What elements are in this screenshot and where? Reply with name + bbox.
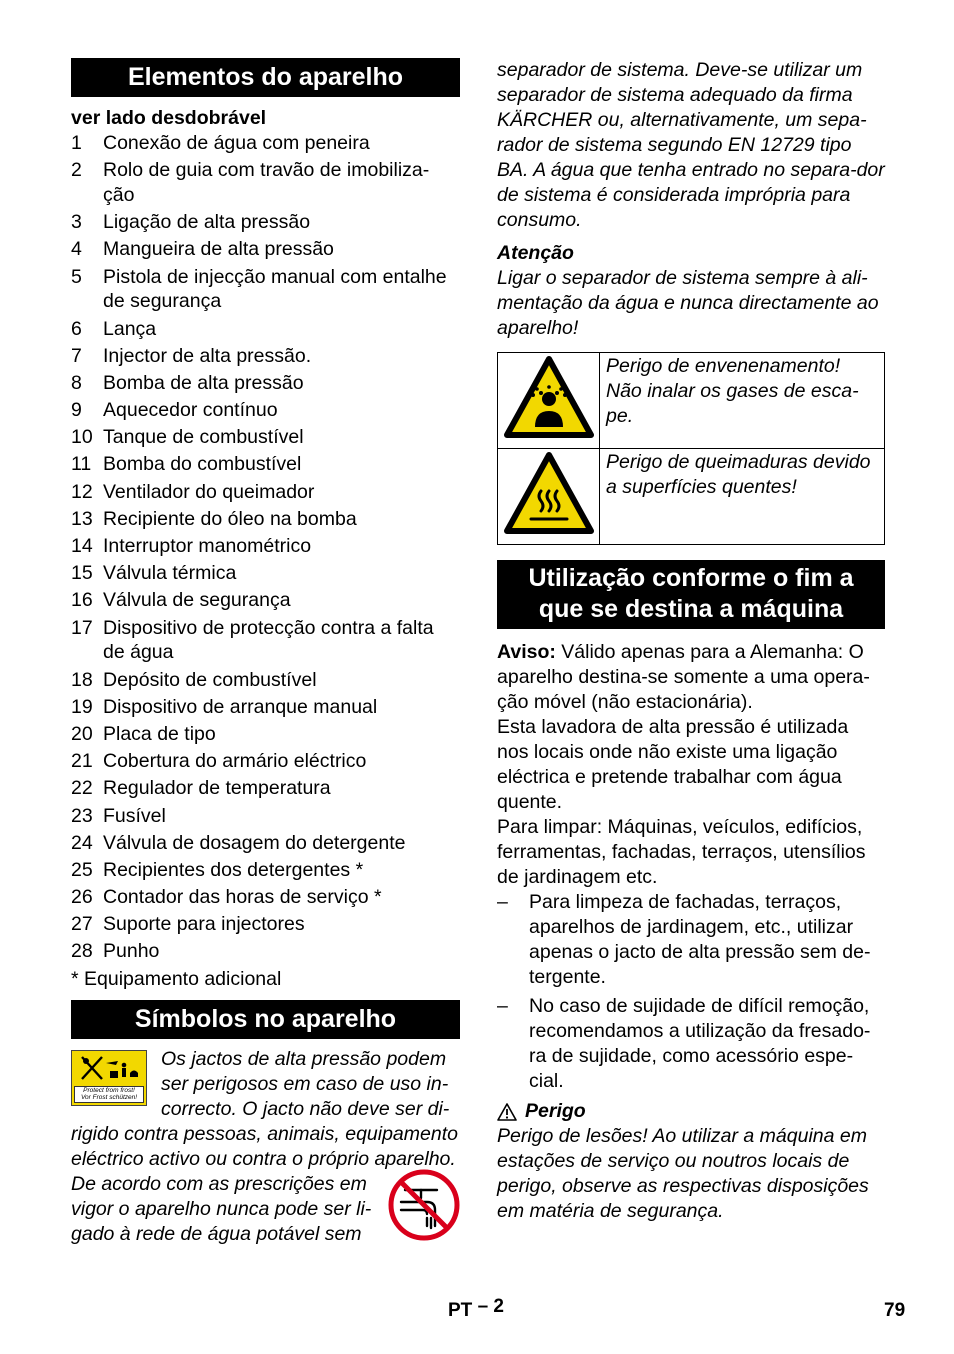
list-item-text: Placa de tipo [103, 722, 216, 745]
bullet-text-2: No caso de sujidade de difícil remoção, recomendamos a utilização da fresado-ra de sujidade, como acessório espe-cial. [529, 995, 871, 1092]
list-item-number: 21 [71, 750, 93, 773]
list-item-text: Aquecedor contínuo [103, 399, 278, 422]
list-item-number: 12 [71, 480, 93, 503]
list-item [71, 131, 460, 156]
list-item-text: Mangueira de alta pressão [103, 238, 334, 261]
list-item-number: 26 [71, 886, 93, 909]
list-item-text: Bomba do combustível [103, 453, 302, 476]
list-item-text: Interruptor manométrico [103, 535, 312, 558]
list-item-text: Ligação de alta pressão [103, 211, 311, 234]
list-item-number: 8 [71, 371, 82, 394]
section-title-elements: Elementos do aparelho [71, 58, 460, 97]
hazard-text-hot: Perigo de queimaduras devido a superfícies quentes! [600, 449, 885, 545]
list-item-text: Injector de alta pressão. [103, 344, 312, 367]
list-item-number: 4 [71, 238, 82, 261]
list-item-number: 10 [71, 426, 93, 449]
list-item [71, 158, 460, 208]
bullet-text-1: Para limpeza de fachadas, terraços, aparelhos de jardinagem, etc., utilizar apenas o jacto de alta pressão sem de-tergente. [529, 891, 871, 988]
aviso-label: Aviso: [497, 641, 556, 663]
footer-subpage: – 2 [477, 1296, 504, 1317]
list-item [71, 722, 460, 747]
list-item-text: Tanque de combustível [103, 426, 304, 449]
bullet-item [497, 890, 885, 990]
list-item-number: 20 [71, 722, 93, 745]
usage-paragraph-1: Esta lavadora de alta pressão é utilizada nos locais onde não existe uma ligação eléctrica e pretende trabalhar com água quente. [497, 716, 849, 813]
list-item [71, 371, 460, 396]
hazard-icon-cell [498, 353, 600, 449]
hazard-icon-cell [498, 449, 600, 545]
section-title-intended-use: Utilização conforme o fim a que se destina a máquina [497, 560, 885, 629]
parts-list [71, 131, 460, 964]
danger-triangle-icon [497, 1103, 517, 1121]
list-item-text: Recipientes dos detergentes * [103, 858, 364, 881]
list-item [71, 425, 460, 450]
list-item-text: Depósito de combustível [103, 668, 317, 691]
footnote: * Equipamento adicional [71, 967, 282, 990]
list-item-text: Válvula térmica [103, 562, 237, 585]
list-item-text: Lança [103, 317, 157, 340]
list-item-text: Suporte para injectores [103, 913, 305, 936]
list-item [71, 616, 460, 666]
footer-language: PT – 2 [448, 1296, 504, 1321]
poison-gas-warning-icon [503, 355, 595, 439]
list-item [71, 210, 460, 235]
list-item [71, 939, 460, 964]
list-item [71, 561, 460, 586]
list-item [71, 265, 460, 315]
list-item [71, 534, 460, 559]
list-item [71, 668, 460, 693]
list-item [71, 776, 460, 801]
list-item-number: 24 [71, 831, 93, 854]
list-item [71, 237, 460, 262]
list-item-text: Cobertura do armário eléctrico [103, 750, 367, 773]
hazard-symbols-table [497, 352, 885, 545]
danger-heading [497, 1099, 885, 1124]
list-item [71, 858, 460, 883]
frost-label-icon [71, 1050, 147, 1106]
danger-label: Perigo [525, 1100, 586, 1122]
list-item-text: Punho [103, 940, 160, 963]
list-item-text: Dispositivo de protecção contra a falta de água [103, 616, 434, 664]
list-item-text: Bomba de alta pressão [103, 371, 304, 394]
potable-warning-continued: separador de sistema. Deve-se utilizar um separador de sistema adequado da firma KÄRCHER ou, alternativamente, um sepa-rador de sistema segundo EN 12729 tipo BA. A água que tenha entrado no separa-dor de sistema é considerada imprópria para consumo. [497, 59, 885, 231]
bullet-dash: – [497, 891, 508, 913]
usage-paragraph-2: Para limpar: Máquinas, veículos, edifícios, ferramentas, fachadas, terraços, utensílios de jardinagem etc. [497, 816, 866, 888]
subheading-foldout: ver lado desdobrável [71, 107, 267, 129]
list-item [71, 398, 460, 423]
list-item-number: 19 [71, 695, 93, 718]
list-item [71, 912, 460, 937]
list-item-number: 13 [71, 507, 93, 530]
list-item [71, 507, 460, 532]
potable-water-block [71, 1172, 460, 1247]
list-item-number: 27 [71, 913, 93, 936]
list-item [71, 344, 460, 369]
list-item-number: 7 [71, 344, 82, 367]
list-item-text: Regulador de temperatura [103, 777, 331, 800]
page-number: 79 [884, 1300, 906, 1321]
danger-text: Perigo de lesões! Ao utilizar a máquina em estações de serviço ou noutros locais de perigo, observe as respectivas disposições em matéria de segurança. [497, 1125, 869, 1222]
list-item [71, 749, 460, 774]
left-column [71, 58, 460, 1247]
list-item-text: Válvula de segurança [103, 589, 291, 612]
frost-label-strip: Protect from frost! Vor Frost schützen! [74, 1086, 144, 1103]
list-item-number: 17 [71, 616, 93, 639]
list-item-text: Rolo de guia com travão de imobiliza-ção [103, 159, 430, 206]
list-item-text: Fusível [103, 804, 166, 827]
list-item [71, 831, 460, 856]
hazard-row-hot [498, 449, 885, 545]
right-column [497, 58, 885, 1224]
list-item-text: Contador das horas de serviço * [103, 886, 382, 909]
potable-warning-text: De acordo com as prescrições em vigor o aparelho nunca pode ser li-gado à rede de água potável sem [71, 1172, 372, 1245]
attention-text: Ligar o separador de sistema sempre à ali-mentação da água e nunca directamente ao aparelho! [497, 267, 879, 339]
list-item-number: 1 [71, 132, 82, 154]
hot-surface-warning-icon [503, 451, 595, 535]
list-item-number: 5 [71, 265, 82, 288]
hazard-row-poison [498, 353, 885, 449]
list-item-number: 23 [71, 804, 93, 827]
list-item-text: Válvula de dosagem do detergente [103, 831, 406, 854]
attention-heading: Atenção [497, 242, 574, 264]
list-item-number: 3 [71, 211, 82, 234]
list-item-number: 6 [71, 317, 82, 340]
list-item-number: 25 [71, 858, 93, 881]
list-item [71, 804, 460, 829]
list-item-number: 22 [71, 777, 93, 800]
list-item-number: 16 [71, 589, 93, 612]
list-item-text: Pistola de injecção manual com entalhe de segurança [103, 265, 447, 313]
list-item-text: Recipiente do óleo na bomba [103, 507, 357, 530]
list-item-number: 18 [71, 668, 93, 691]
list-item-text: Ventilador do queimador [103, 480, 315, 503]
list-item [71, 452, 460, 477]
list-item-text: Dispositivo de arranque manual [103, 695, 378, 718]
list-item [71, 480, 460, 505]
jet-warning-text: Os jactos de alta pressão podem ser perigosos em caso de uso in-correcto. O jacto não deve ser di-rigido contra pessoas, animais, equipamento eléctrico activo ou contra o próprio aparelho. [71, 1047, 458, 1170]
section-title-symbols: Símbolos no aparelho [71, 1000, 460, 1039]
no-potable-water-icon [387, 1168, 461, 1242]
hazard-text-poison: Perigo de envenenamento! Não inalar os gases de esca-pe. [600, 353, 885, 449]
aviso-paragraph [497, 640, 885, 715]
list-item-number: 14 [71, 535, 93, 558]
list-item [71, 588, 460, 613]
list-item [71, 695, 460, 720]
list-item-number: 11 [71, 453, 92, 476]
bullet-dash: – [497, 995, 508, 1017]
list-item-number: 2 [71, 159, 82, 182]
list-item-number: 9 [71, 399, 82, 422]
list-item [71, 317, 460, 342]
list-item-number: 15 [71, 562, 93, 585]
bullet-item [497, 994, 885, 1094]
jet-warning-block [71, 1047, 460, 1172]
list-item-number: 28 [71, 940, 93, 963]
aviso-text: Válido apenas para a Alemanha: O aparelho destina-se somente a uma opera-ção móvel (não estacionária). [497, 641, 870, 713]
list-item [71, 885, 460, 910]
list-item-text: Conexão de água com peneira [103, 132, 370, 154]
